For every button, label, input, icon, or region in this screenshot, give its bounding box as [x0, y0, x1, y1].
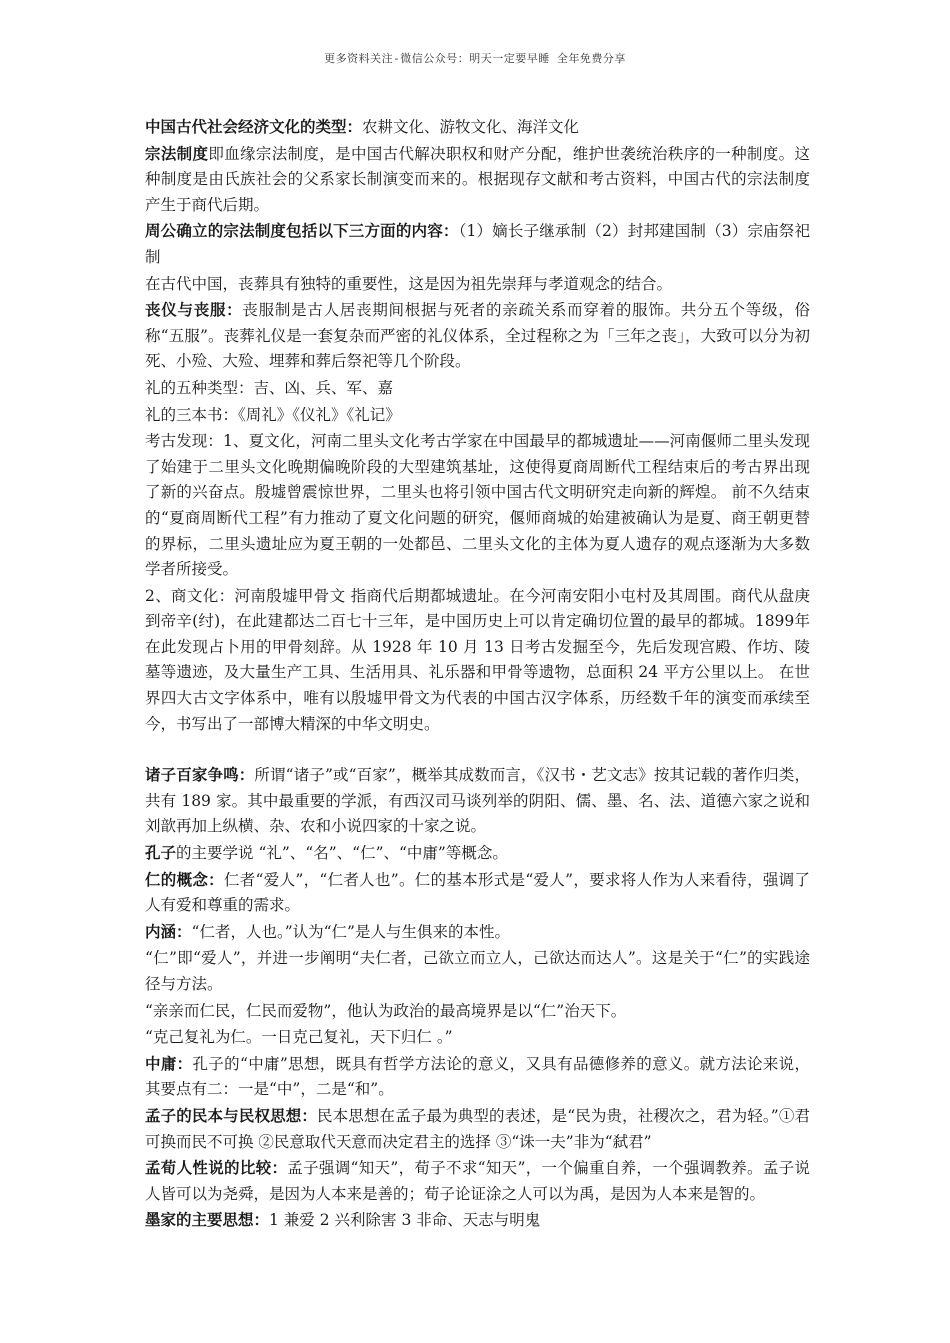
paragraph: 孔子的主要学说 “礼”、“名”、“仁”、“中庸”等概念。 [145, 843, 508, 863]
paragraph: 宗法制度即血缘宗法制度，是中国古代解决职权和财产分配，维护世袭统治秩序的一种制度。这种制度是由氏族社会的父系家长制演变而来的。根据现存文献和考古资料，中国古代的宗法制度产生于商代后期。 [145, 143, 810, 214]
document-body [145, 114, 810, 1234]
paragraph: 周公确立的宗法制度包括以下三方面的内容：（1）嫡长子继承制（2）封邦建国制（3）宗庙祭祀制 [145, 221, 810, 266]
paragraph: “仁”即“爱人”，并进一步阐明“夫仁者，己欲立而立人，己欲达而达人”。这是关于“仁”的实践途径与方法。 [145, 949, 810, 993]
paragraph: 诸子百家争鸣：所谓“诸子”或“百家”，概举其成数而言，《汉书・艺文志》按其记载的著作归类，共有 189 家。其中最重要的学派，有西汉司马谈列举的阴阳、儒、墨、名、法、道德六家之说和刘歆再加上纵横、杂、农和小说四家的十家之说。 [145, 765, 810, 836]
paragraph: 中庸：孔子的“中庸”思想，既具有哲学方法论的意义，又具有品德修养的意义。就方法论来说，其要点有二：一是“中”，二是“和”。 [145, 1053, 810, 1099]
paragraph: 孟荀人性说的比较：孟子强调“知天”，荀子不求“知天”，一个偏重自养，一个强调教养。孟子说人皆可以为尧舜，是因为人本来是善的；荀子论证涂之人可以为禹，是因为人本来是智的。 [145, 1158, 810, 1203]
paragraph: 丧仪与丧服：丧服制是古人居丧期间根据与死者的亲疏关系而穿着的服饰。共分五个等级，俗称“五服”。丧葬礼仪是一套复杂而严密的礼仪体系，全过程称之为「三年之丧」，大致可以分为初死、小殓、大殓、埋葬和葬后祭祀等几个阶段。 [145, 300, 810, 371]
page-header-note: 更多资料关注-微信公众号：明天一定要早睡 全年免费分享 [324, 52, 626, 65]
paragraph: 在古代中国，丧葬具有独特的重要性，这是因为祖先崇拜与孝道观念的结合。 [145, 274, 673, 293]
paragraph: 仁的概念：仁者“爱人”，“仁者人也”。仁的基本形式是“爱人”，要求将人作为人来看待，强调了人有爱和尊重的需求。 [145, 869, 810, 915]
paragraph: 墨家的主要思想：1 兼爱 2 兴利除害 3 非命、天志与明鬼 [145, 1210, 541, 1230]
paragraph: 考古发现：1、夏文化，河南二里头文化考古学家在中国最早的都城遗址——河南偃师二里头发现了始建于二里头文化晚期偏晚阶段的大型建筑基址，这使得夏商周断代工程结束后的考古界出现了新的兴奋点。殷墟曾震惊世界，二里头也将引领中国古代文明研究走向新的辉煌。 前不久结束的“夏商周断代工程”有力推动了夏文化问题的研究，偃师商城的始建被确认为是夏、商王朝更替的界标，二里头遗址应为夏王朝的一处都邑、二里头文化的主体为夏人遗存的观点逐渐为大多数学者所接受。 [145, 432, 810, 579]
section-gap [145, 737, 810, 762]
paragraph: 内涵：“仁者，人也。”认为“仁”是人与生俱来的本性。 [145, 921, 510, 941]
paragraph: 孟子的民本与民权思想：民本思想在孟子最为典型的表述，是“民为贵，社稷次之，君为轻。”①君可换而民不可换 ②民意取代天意而决定君主的选择 ③“诛一夫”非为“弑君” [145, 1105, 810, 1151]
paragraph: 礼的五种类型：吉、凶、兵、军、嘉 [145, 378, 394, 397]
paragraph: “亲亲而仁民，仁民而爱物”，他认为政治的最高境界是以“仁”治天下。 [145, 1001, 627, 1020]
paragraph: 中国古代社会经济文化的类型：农耕文化、游牧文化、海洋文化 [145, 117, 580, 136]
paragraph: “克己复礼为仁。一日克己复礼，天下归仁 。” [145, 1028, 453, 1047]
paragraph: 2、商文化：河南殷墟甲骨文 指商代后期都城遗址。在今河南安阳小屯村及其周围。商代从盘庚到帝辛(纣)，在此建都达二百七十三年，是中国历史上可以肯定确切位置的最早的都城。1899年在此发现占卜用的甲骨刻辞。从 1928 年 10 月 13 日考古发掘至今，先后发现宫殿、作坊、陵墓等遗迹，及大量生产工具、生活用具、礼乐器和甲骨等遗物，总面积 24 平方公里以上。 在世界四大古文字体系中，唯有以殷墟甲骨文为代表的中国古汉字体系，历经数千年的演变而承续至今，书写出了一部博大精深的中华文明史。 [145, 586, 810, 733]
paragraph: 礼的三本书：《周礼》《仪礼》《礼记》 [145, 405, 401, 424]
